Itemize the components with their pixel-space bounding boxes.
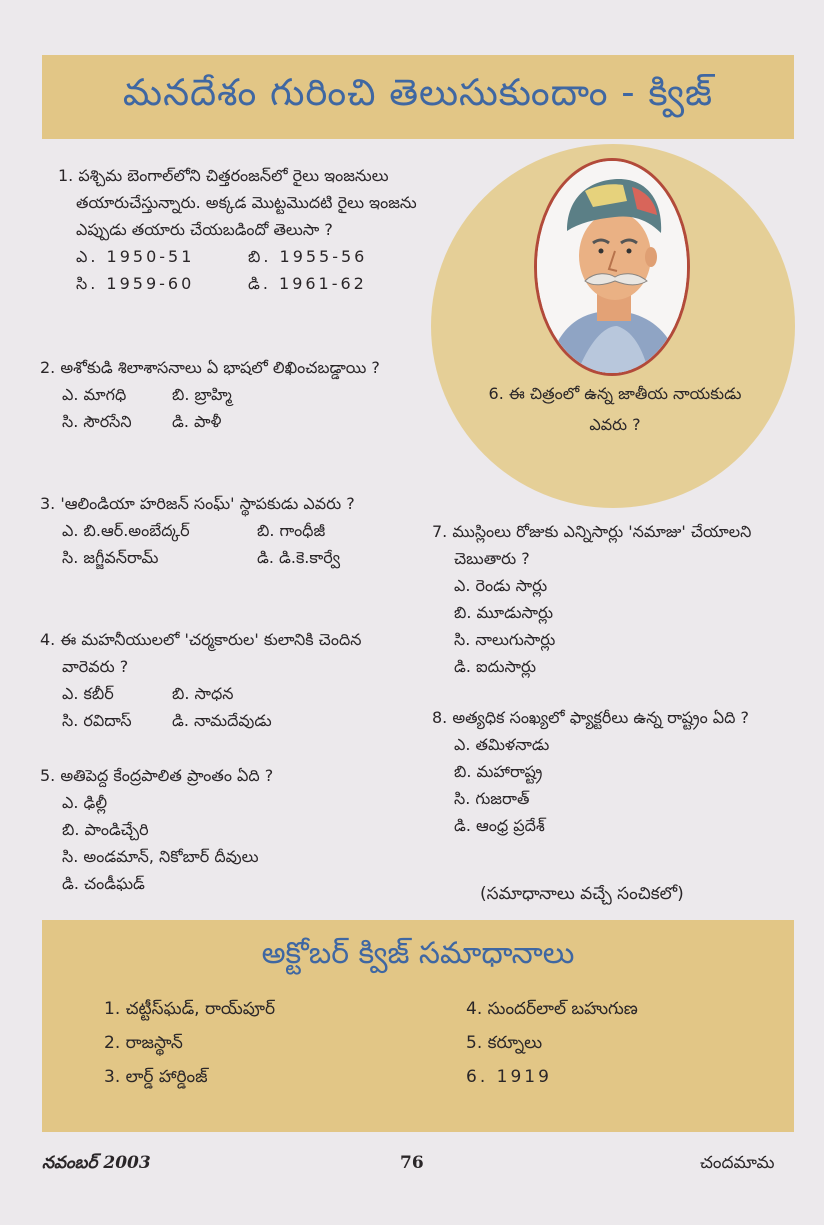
option-b: బి. 1955-56 [248,247,368,266]
leader-portrait [534,158,690,376]
option-c: సి. గుజరాత్ [454,789,530,808]
portrait-illustration [537,161,687,373]
option-a: ఎ. మాగధి [62,385,127,404]
answers-band [42,920,794,1132]
question-number: 3. [40,494,56,513]
question-8 [432,704,802,839]
question-text: ఈ మహనీయులలో 'చర్మకారుల' కులానికి చెందిన వారెవరు ? [60,630,362,676]
option-b: బి. పాండిచ్చేరి [62,820,149,839]
option-b: బి. మూడుసార్లు [454,603,554,622]
question-number: 4. [40,630,56,649]
option-a: ఎ. 1950-51 [76,247,195,266]
option-a: ఎ. ఢిల్లీ [62,793,108,812]
option-d: డి. చండీఘడ్ [62,874,145,893]
option-a: ఎ. రెండు సార్లు [454,576,548,595]
option-d: డి. డి.కె.కార్వే [257,548,341,567]
option-d: డి. ఐదుసార్లు [454,657,536,676]
question-text: 'ఆలిండియా హరిజన్ సంఘ్' స్థాపకుడు ఎవరు ? [60,494,355,513]
question-number: 6. [488,384,504,403]
question-4 [40,626,420,734]
question-6 [470,378,760,440]
answer-item: 2. రాజస్థాన్ [104,1033,183,1053]
option-a: ఎ. బి.ఆర్.అంబేద్కర్ [62,521,190,540]
option-d: డి. ఆంధ్ర ప్రదేశ్ [454,816,545,835]
option-d: డి. నామదేవుడు [172,711,272,730]
option-c: సి. జగ్జీవన్‌రామ్ [62,548,159,567]
question-text: ఈ చిత్రంలో ఉన్న జాతీయ నాయకుడు ఎవరు ? [508,384,742,434]
answers-title: అక్టోబర్ క్విజ్ సమాధానాలు [261,936,575,971]
question-1 [58,162,418,297]
question-text: అతిపెద్ద కేంద్రపాలిత ప్రాంతం ఏది ? [60,766,274,785]
answers-right-column [466,992,638,1094]
answer-item: 3. లార్డ్ హార్డింజ్ [104,1067,208,1087]
question-2 [40,354,420,435]
page-title: మనదేశం గురించి తెలుసుకుందాం - క్విజ్ [122,71,714,114]
answer-item: 1. చట్టీస్‌ఘడ్, రాయ్‌పూర్ [104,999,276,1019]
page-number: 76 [400,1153,424,1173]
option-b: బి. మహారాష్ట్ర [454,762,543,781]
question-text: ముస్లింలు రోజుకు ఎన్నిసార్లు 'నమాజు' చేయాలని చెబుతారు ? [452,522,752,568]
question-text: అశోకుడి శిలాశాసనాలు ఏ భాషలో లిఖించబడ్డాయి ? [60,358,380,377]
question-number: 8. [432,708,448,727]
question-5 [40,762,420,897]
option-b: బి. బ్రాహ్మి [172,385,232,404]
option-a: ఎ. తమిళనాడు [454,735,550,754]
option-c: సి. 1959-60 [76,274,195,293]
answer-item: 6. 1919 [466,1067,552,1087]
option-d: డి. పాళీ [172,412,222,431]
title-band [42,55,794,139]
question-number: 5. [40,766,56,785]
question-text: అత్యధిక సంఖ్యలో ఫ్యాక్టరీలు ఉన్న రాష్ట్రం ఏది ? [452,708,750,727]
answer-item: 5. కర్నూలు [466,1033,543,1053]
option-a: ఎ. కబీర్ [62,684,114,703]
footer-date: నవంబర్ 2003 [42,1153,151,1173]
answers-note: (సమాధానాలు వచ్చే సంచికలో) [480,884,684,904]
magazine-name: చందమామ [700,1153,775,1173]
option-c: సి. అండమాన్, నికోబార్ దీవులు [62,847,259,866]
question-3 [40,490,420,571]
question-number: 1. [58,166,74,185]
question-7 [432,518,802,680]
option-b: బి. సాధన [172,684,234,703]
option-d: డి. 1961-62 [248,274,367,293]
option-c: సి. నాలుగుసార్లు [454,630,556,649]
question-number: 2. [40,358,56,377]
option-c: సి. రవిదాస్ [62,711,132,730]
option-c: సి. సౌరసేని [62,412,132,431]
answers-left-column [104,992,275,1094]
answer-item: 4. సుందర్‌లాల్ బహుగుణ [466,999,638,1019]
question-text: పశ్చిమ బెంగాల్‌లోని చిత్తరంజన్‌లో రైలు ఇంజనులు తయారుచేస్తున్నారు. అక్కడ మొట్టమొదటి రైలు ఇంజను ఎప్పుడు తయారు చేయబడిందో తెలుసా ? [76,166,417,239]
option-b: బి. గాంధీజీ [257,521,326,540]
question-number: 7. [432,522,448,541]
